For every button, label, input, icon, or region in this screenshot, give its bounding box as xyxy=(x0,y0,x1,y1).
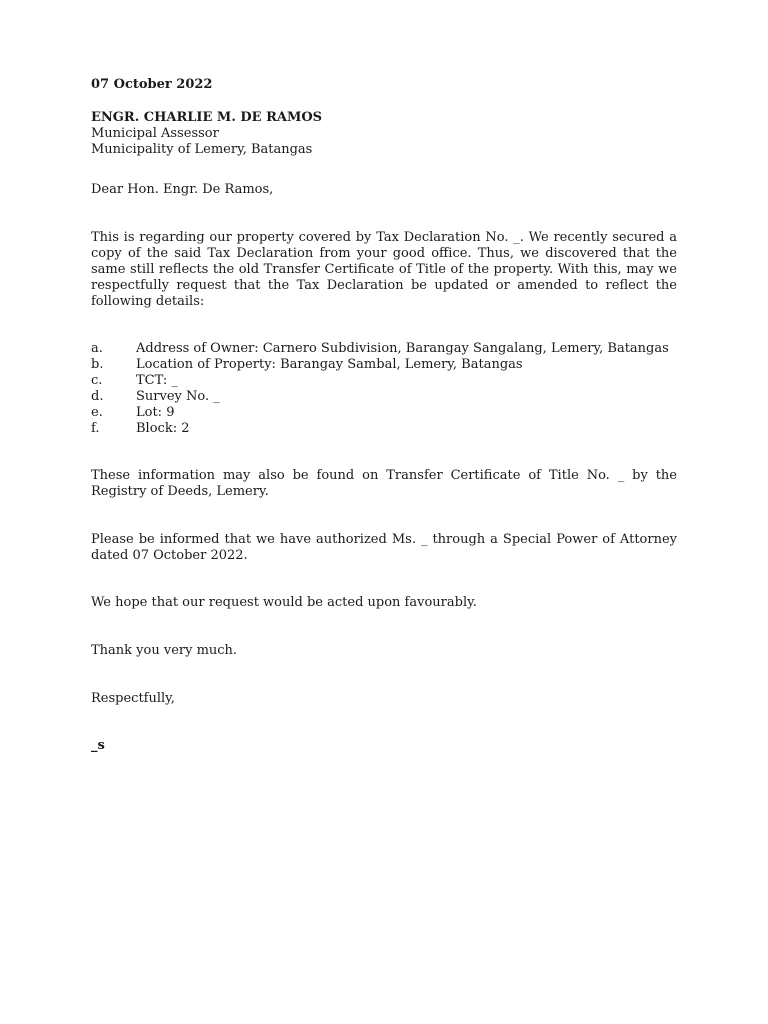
letter-page xyxy=(91,77,677,754)
body-paragraph-request: This is regarding our property covered by Tax Declaration No. _. We recently secured a copy of the said Tax Declaration from your good office. Thus, we discovered that the same still reflects the old Transfer Certificate of Title of the property. With this, may we respectfully request that the Tax Declaration be updated or amended to reflect the following details: xyxy=(91,230,677,309)
recipient-title: Municipal Assessor xyxy=(91,126,219,141)
list-item xyxy=(91,405,677,421)
list-item-marker: d. xyxy=(91,389,104,404)
list-item-text: Block: 2 xyxy=(136,421,190,436)
recipient-name: ENGR. CHARLIE M. DE RAMOS xyxy=(91,110,323,125)
list-item-marker: a. xyxy=(91,341,103,356)
body-paragraph-authorization: Please be informed that we have authorized Ms. _ through a Special Power of Attorney dated 07 October 2022. xyxy=(91,532,677,563)
list-item-marker: e. xyxy=(91,405,103,420)
body-paragraph-tct-reference: These information may also be found on Transfer Certificate of Title No. _ by the Registry of Deeds, Lemery. xyxy=(91,468,677,499)
recipient-office: Municipality of Lemery, Batangas xyxy=(91,142,313,157)
list-item-text: Lot: 9 xyxy=(136,405,175,420)
body-paragraph-hope: We hope that our request would be acted upon favourably. xyxy=(91,595,477,610)
salutation: Dear Hon. Engr. De Ramos, xyxy=(91,182,274,197)
list-item xyxy=(91,341,677,357)
letter-date: 07 October 2022 xyxy=(91,77,213,92)
property-details-list xyxy=(91,341,677,437)
list-item xyxy=(91,389,677,405)
list-item-text: Address of Owner: Carnero Subdivision, Barangay Sangalang, Lemery, Batangas xyxy=(136,341,669,356)
body-paragraph-thanks: Thank you very much. xyxy=(91,643,238,658)
recipient-block xyxy=(91,110,677,158)
signature-line: _s xyxy=(91,738,105,753)
list-item-marker: f. xyxy=(91,421,100,436)
list-item-marker: b. xyxy=(91,357,104,372)
list-item xyxy=(91,357,677,373)
list-item-text: Location of Property: Barangay Sambal, Lemery, Batangas xyxy=(136,357,523,372)
list-item xyxy=(91,421,677,437)
list-item-text: TCT: _ xyxy=(136,373,178,388)
list-item-text: Survey No. _ xyxy=(136,389,220,404)
closing: Respectfully, xyxy=(91,691,175,706)
list-item-marker: c. xyxy=(91,373,103,388)
list-item xyxy=(91,373,677,389)
